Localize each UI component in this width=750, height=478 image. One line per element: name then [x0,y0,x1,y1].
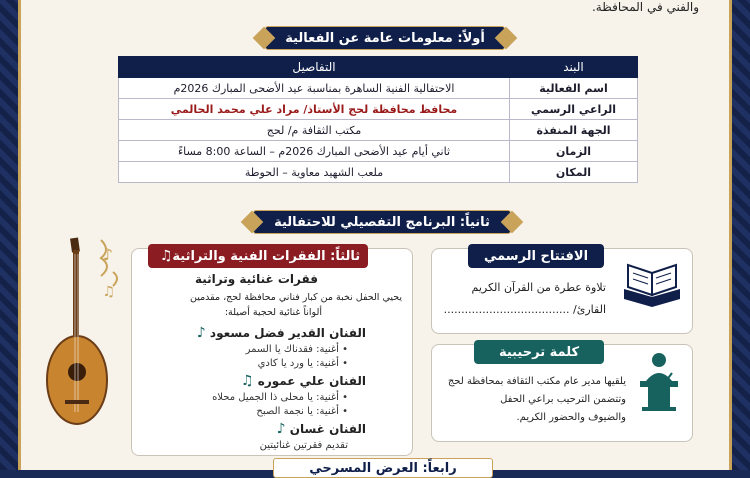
opening-line-1: تلاوة عطرة من القرآن الكريم [471,281,606,294]
document-page [18,0,732,476]
artist-2-song-1: • أغنية: يا محلى ذا الجميل محلاه [212,392,348,403]
artist-1-name: الفنان القدير فضل مسعود [209,326,366,340]
opening-card [431,248,693,334]
music-note-icon: ♪ [196,325,206,341]
svg-text:♫: ♫ [102,284,115,300]
arts-card [131,248,413,456]
table-header-key: البند [510,57,638,78]
opening-title: الافتتاح الرسمي [468,244,604,268]
artist-1-song-2: • أغنية: يا ورد يا كادي [257,358,348,369]
arts-title-pill [148,244,368,268]
table-row [119,141,638,162]
row-key: الجهة المنفذة [510,120,638,141]
welcome-card [431,344,693,442]
artist-2 [237,373,366,390]
arts-subtitle: فقرات غنائية وتراثية [195,272,318,286]
right-decorative-border [732,0,750,470]
ornament-icon [253,27,276,50]
ornament-icon [501,211,524,234]
artist-1-song-1: • أغنية: فقدناك يا السمر [245,344,348,355]
section-title: أولاً: معلومات عامة عن الفعالية [285,30,485,46]
opening-line-2: القارئ/ .................................... [443,303,606,316]
info-table [118,56,638,183]
table-row [119,120,638,141]
music-note-icon: ♫ [240,373,254,389]
song-label: أغنية: يا محلى ذا الجميل محلاه [212,392,339,403]
artist-2-song-2: • أغنية: يا نجمة الصبح [256,406,348,417]
table-row [119,99,638,120]
row-key: اسم الفعالية [510,78,638,99]
podium-speaker-icon [636,351,682,417]
song-label: أغنية: يا ورد يا كادي [257,358,339,369]
table-header-value: التفاصيل [119,57,510,78]
arts-desc-1: يحيي الحفل نخبة من كبار فناني محافظة لحج، مقدمين [189,292,402,303]
table-row [119,162,638,183]
section-title: ثانياً: البرنامج التفصيلي للاحتفالية [274,214,490,230]
section-banner-general-info [265,26,505,50]
svg-text:♪: ♪ [102,245,113,264]
song-label: أغنية: يا نجمة الصبح [256,406,339,417]
left-decorative-border [0,0,18,470]
artist-1 [193,325,366,342]
arts-title: ثالثاً: الفقرات الفنية والتراثية [172,248,361,264]
arts-desc-2: ألواناً غنائية لحجية أصيلة: [224,307,322,318]
oud-instrument-icon [43,232,135,432]
artist-3 [273,421,366,438]
row-value: ثاني أيام عيد الأضحى المبارك 2026م – الساعة 8:00 مساءً [119,141,510,162]
music-note-icon: ♫ [159,248,173,264]
row-key: المكان [510,162,638,183]
row-value-highlight: محافظ محافظة لحج الأستاذ/ مراد علي محمد الحالمي [119,99,510,120]
table-header-row [119,57,638,78]
row-value: مكتب الثقافة م/ لحج [119,120,510,141]
section-banner-program [253,210,511,234]
ornament-icon [495,27,518,50]
welcome-title: كلمة ترحيبية [474,340,604,364]
intro-text: والفني في المحافظة. [591,0,699,14]
music-note-icon: ♪ [276,421,286,437]
welcome-line-3: والضيوف والحضور الكريم. [516,412,626,423]
artist-2-name: الفنان علي عموره [257,374,366,388]
row-key: الزمان [510,141,638,162]
artist-3-desc: تقديم فقرتين غنائيتين [259,440,348,451]
artist-3-name: الفنان غسان [289,422,366,436]
welcome-line-1: يلقيها مدير عام مكتب الثقافة بمحافظة لحج [447,376,626,387]
welcome-line-2: وتتضمن الترحيب براعي الحفل [500,394,626,405]
table-row [119,78,638,99]
row-value: الاحتفالية الفنية الساهرة بمناسبة عيد الأضحى المبارك 2026م [119,78,510,99]
section-title: رابعاً: العرض المسرحي [309,460,457,476]
row-key: الراعي الرسمي [510,99,638,120]
song-label: أغنية: فقدناك يا السمر [245,344,339,355]
section-banner-theatre [273,458,493,478]
ornament-icon [241,211,264,234]
quran-book-icon [620,259,684,315]
row-value: ملعب الشهيد معاوية – الحوطة [119,162,510,183]
